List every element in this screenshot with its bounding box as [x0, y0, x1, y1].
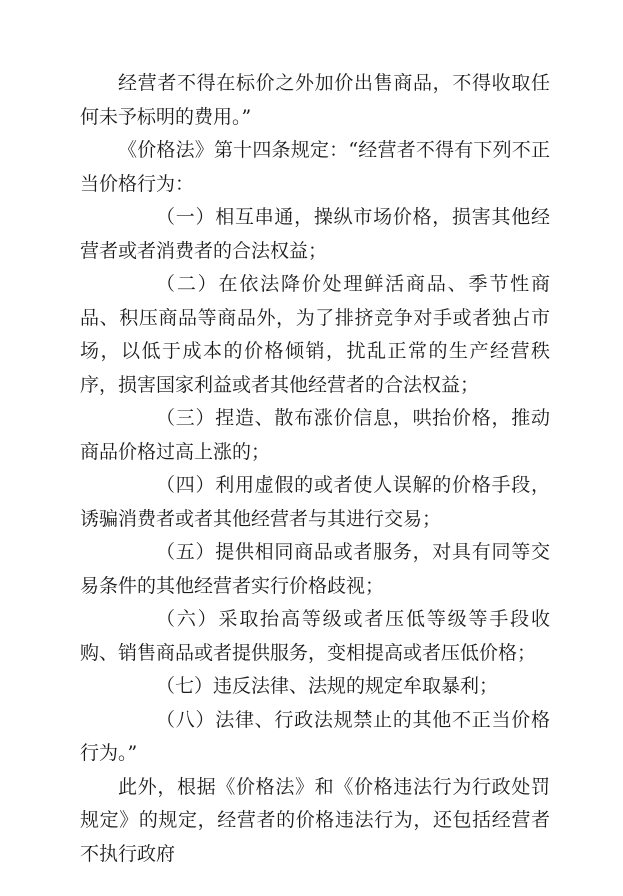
paragraph-item-3: （三）捏造、散布涨价信息，哄抬价格，推动商品价格过高上涨的； — [80, 407, 550, 463]
paragraph-article-14-intro: 《价格法》第十四条规定：“经营者不得有下列不正当价格行为： — [80, 139, 550, 195]
paragraph-item-8: （八）法律、行政法规禁止的其他不正当价格行为。” — [80, 708, 550, 764]
paragraph-item-7: （七）违反法律、法规的规定牟取暴利； — [156, 675, 499, 697]
paragraph-item-6: （六）采取抬高等级或者压低等级等手段收购、销售商品或者提供服务，变相提高或者压低价格； — [80, 608, 550, 664]
paragraph-item-4: （四）利用虚假的或者使人误解的价格手段，诱骗消费者或者其他经营者与其进行交易； — [80, 474, 550, 530]
paragraph-item-1: （一）相互串通，操纵市场价格，损害其他经营者或者消费者的合法权益； — [80, 206, 550, 262]
paragraph-item-5: （五）提供相同商品或者服务，对具有同等交易条件的其他经营者实行价格歧视； — [80, 541, 550, 597]
paragraph-pricing-extra-fees: 经营者不得在标价之外加价出售商品，不得收取任何未予标明的费用。” — [80, 72, 550, 128]
paragraph-item-2: （二）在依法降价处理鲜活商品、季节性商品、积压商品等商品外，为了排挤竞争对手或者独占市场，以低于成本的价格倾销，扰乱正常的生产经营秩序，损害国家利益或者其他经营者的合法权益； — [80, 273, 550, 396]
paragraph-additional-violations: 此外，根据《价格法》和《价格违法行为行政处罚规定》的规定，经营者的价格违法行为，还包括经营者不执行政府 — [80, 775, 550, 865]
document-body — [80, 67, 550, 871]
